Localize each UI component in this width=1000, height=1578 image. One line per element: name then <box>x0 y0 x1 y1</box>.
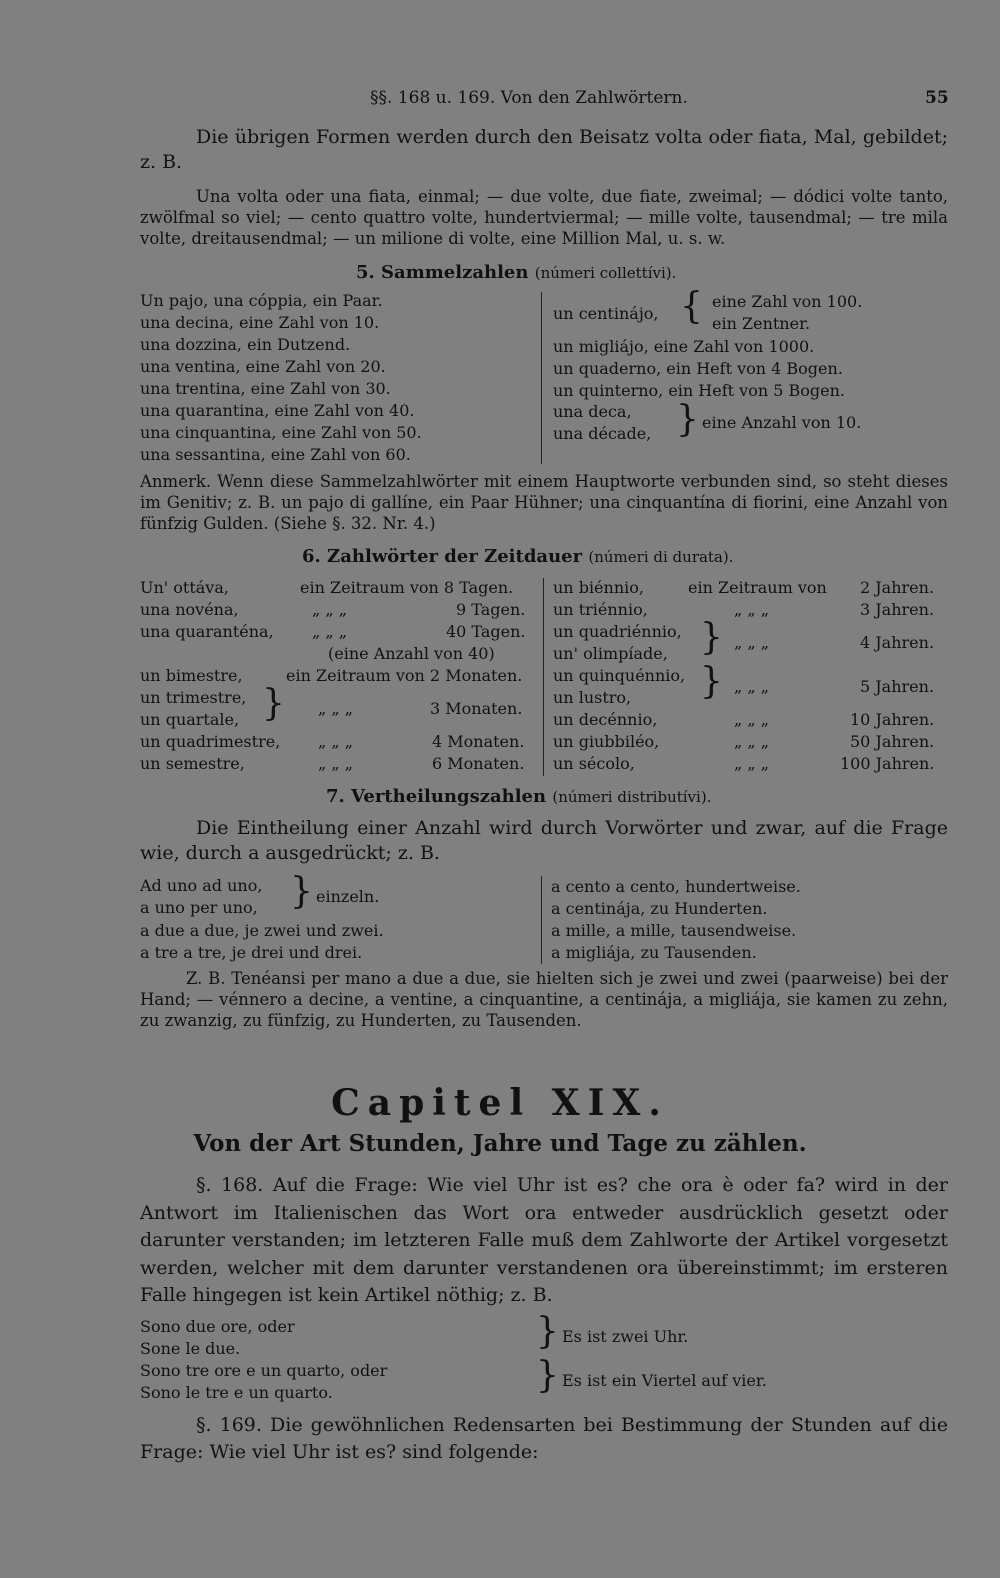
table-row-term: un giubbiléo, <box>553 732 660 751</box>
column-divider <box>541 876 542 964</box>
example-line: Sono due ore, oder <box>140 1317 295 1336</box>
ditto-marks: „ „ „ <box>734 600 770 619</box>
section-7-intro: Die Eintheilung einer Anzahl wird durch Vorwörter und zwar, auf die Frage wie, durch a ausgedrückt; z. B. <box>140 817 948 864</box>
section-7-right-list <box>551 876 801 964</box>
brace: } <box>290 871 313 912</box>
deca-meaning: eine Anzahl von 10. <box>702 413 862 432</box>
list-item: una quarantina, eine Zahl von 40. <box>140 401 415 420</box>
list-item: una trentina, eine Zahl von 30. <box>140 379 391 398</box>
brace: } <box>700 661 723 702</box>
paragraph-168: §. 168. Auf die Frage: Wie viel Uhr ist es? che ora è oder fa? wird in der Antwort im Italienischen das Wort ora entweder ausdrücklich gesetzt oder darunter verstanden; im letzteren Falle muß dem Zahlworte der Artikel vorgesetzt werden, welcher mit dem darunter verstandenen ora übereinstimmt; im ersteren Falle hingegen ist kein Artikel nöthig; z. B. <box>140 1174 948 1306</box>
list-item: una sessantina, eine Zahl von 60. <box>140 445 411 464</box>
list-item: Un pajo, una cóppia, ein Paar. <box>140 291 383 310</box>
table-row-term: un sécolo, <box>553 754 635 773</box>
chapter-title: Capitel XIX. <box>331 1082 669 1124</box>
chapter-subtitle: Von der Art Stunden, Jahre und Tage zu zählen. <box>193 1130 807 1157</box>
section-5-heading <box>356 262 676 283</box>
example-line: Sone le due. <box>140 1339 241 1358</box>
section-7-left-list <box>140 920 384 964</box>
ditto-marks: „ „ „ <box>734 677 770 696</box>
example-line: Sono le tre e un quarto. <box>140 1383 333 1402</box>
intro-paragraph: Die übrigen Formen werden durch den Beisatz volta oder fiata, Mal, gebildet; z. B. <box>140 126 948 173</box>
table-row-term: una novéna, <box>140 600 239 619</box>
section-5-title: 5. Sammelzahlen <box>356 262 529 283</box>
brace: } <box>536 1355 559 1396</box>
section-5-latin: (númeri collettívi). <box>534 264 677 282</box>
table-row-num: 2 Jahren. <box>860 578 935 597</box>
list-item: a tre a tre, je drei und drei. <box>140 943 363 962</box>
distrib-meaning: einzeln. <box>316 887 380 906</box>
table-row-term: un lustro, <box>553 688 632 707</box>
ditto-marks: „ „ „ <box>734 710 770 729</box>
list-item: un quinterno, ein Heft von 5 Bogen. <box>553 381 845 400</box>
table-row-term: un semestre, <box>140 754 245 773</box>
table-row-term: un quadrimestre, <box>140 732 281 751</box>
list-item: una decina, eine Zahl von 10. <box>140 313 380 332</box>
section-5-right-list <box>553 336 845 402</box>
table-row-term: un' olimpíade, <box>553 644 668 663</box>
table-row-num: 100 Jahren. <box>840 754 935 773</box>
table-row-meaning: ein Zeitraum von <box>688 578 827 597</box>
paragraph-169: §. 169. Die gewöhnlichen Redensarten bei Bestimmung der Stunden auf die Frage: Wie viel Uhr ist es? sind folgende: <box>140 1414 948 1463</box>
list-item: a migliája, zu Tausenden. <box>551 943 757 962</box>
section-6-heading <box>302 546 734 567</box>
example-line: Sono tre ore e un quarto, oder <box>140 1361 388 1380</box>
brace: } <box>700 617 723 658</box>
table-row-num: 4 Jahren. <box>860 633 935 652</box>
section-6-title: 6. Zahlwörter der Zeitdauer <box>302 546 583 567</box>
section-7-title: 7. Vertheilungszahlen <box>326 786 547 807</box>
table-row-meaning: 3 Monaten. <box>430 699 523 718</box>
table-row-num: 10 Jahren. <box>850 710 935 729</box>
page-number: 55 <box>925 88 949 108</box>
table-row-meaning: 6 Monaten. <box>432 754 525 773</box>
column-divider <box>543 578 544 776</box>
ditto-marks: „ „ „ <box>318 754 354 773</box>
centinajo-meaning-b: ein Zentner. <box>712 314 811 333</box>
table-row-term: un triénnio, <box>553 600 648 619</box>
list-item: un quaderno, ein Heft von 4 Bogen. <box>553 359 843 378</box>
table-row-meaning: 40 Tagen. <box>446 622 526 641</box>
table-row-num: 3 Jahren. <box>860 600 935 619</box>
ditto-marks: „ „ „ <box>734 633 770 652</box>
brace: { <box>680 286 703 327</box>
list-item: un migliájo, eine Zahl von 1000. <box>553 337 815 356</box>
example-meaning: Es ist ein Viertel auf vier. <box>562 1371 767 1390</box>
list-item: una dozzina, ein Dutzend. <box>140 335 351 354</box>
section-5-left-list <box>140 290 422 466</box>
table-row-meaning: ein Zeitraum von 2 Monaten. <box>286 666 523 685</box>
brace: } <box>676 399 699 440</box>
section-7-example: Z. B. Tenéansi per mano a due a due, sie hielten sich je zwei und zwei (paarweise) bei der Hand; — vénnero a decine, a ventine, a cinquantine, a centinája, a migliája, sie kamen zu zehn, zu zwanzig, zu fünfzig, zu Hunderten, zu Tausenden. <box>140 969 948 1030</box>
list-item: una cinquantina, eine Zahl von 50. <box>140 423 422 442</box>
table-row-num: 5 Jahren. <box>860 677 935 696</box>
ditto-marks: „ „ „ <box>312 622 348 641</box>
section-6-latin: (númeri di durata). <box>588 548 734 566</box>
table-row-meaning: ein Zeitraum von 8 Tagen. <box>300 578 514 597</box>
table-row-term: un quinquénnio, <box>553 666 686 685</box>
ditto-marks: „ „ „ <box>734 732 770 751</box>
table-row-term: un quartale, <box>140 710 240 729</box>
running-header: §§. 168 u. 169. Von den Zahlwörtern. <box>370 88 688 108</box>
brace: } <box>262 683 285 724</box>
table-row-term: una quaranténa, <box>140 622 274 641</box>
distrib-term: a uno per uno, <box>140 898 258 917</box>
ditto-marks: „ „ „ <box>734 754 770 773</box>
centinajo-term: un centinájo, <box>553 304 659 323</box>
section-5-note: Anmerk. Wenn diese Sammelzahlwörter mit einem Hauptworte verbunden sind, so steht dieses im Genitiv; z. B. un pajo di gallíne, ein Paar Hühner; una cinquantína di fiorini, eine Anzahl von fünfzig Gulden. (Siehe §. 32. Nr. 4.) <box>140 472 948 533</box>
table-row-num: 50 Jahren. <box>850 732 935 751</box>
table-row-term: un quadriénnio, <box>553 622 682 641</box>
ditto-marks: „ „ „ <box>318 699 354 718</box>
example-1 <box>140 1316 295 1360</box>
section-7-latin: (númeri distributívi). <box>552 788 712 806</box>
decade-term: una décade, <box>553 424 652 443</box>
section-7-heading <box>326 786 711 807</box>
table-row-term: un trimestre, <box>140 688 247 707</box>
table-row-term: un biénnio, <box>553 578 644 597</box>
list-item: una ventina, eine Zahl von 20. <box>140 357 386 376</box>
table-row-term: Un' ottáva, <box>140 578 229 597</box>
table-row-paren: (eine Anzahl von 40) <box>328 644 495 663</box>
table-row-term: un bimestre, <box>140 666 243 685</box>
example-meaning: Es ist zwei Uhr. <box>562 1327 689 1346</box>
list-item: a cento a cento, hundertweise. <box>551 877 801 896</box>
ditto-marks: „ „ „ <box>318 732 354 751</box>
table-row-term: un decénnio, <box>553 710 658 729</box>
list-item: a centinája, zu Hunderten. <box>551 899 768 918</box>
list-item: a due a due, je zwei und zwei. <box>140 921 384 940</box>
intro-examples: Una volta oder una fiata, einmal; — due volte, due fiate, zweimal; — dódici volte tanto, zwölfmal so viel; — cento quattro volte, hundertviermal; — mille volte, tausendmal; — tre mila volte, dreitausendmal; — un milione di volte, eine Million Mal, u. s. w. <box>140 187 948 248</box>
table-row-meaning: 4 Monaten. <box>432 732 525 751</box>
distrib-term: Ad uno ad uno, <box>140 876 263 895</box>
centinajo-meaning-a: eine Zahl von 100. <box>712 292 863 311</box>
example-2 <box>140 1360 387 1404</box>
brace: } <box>536 1311 559 1352</box>
column-divider <box>541 292 542 464</box>
deca-term: una deca, <box>553 402 632 421</box>
ditto-marks: „ „ „ <box>312 600 348 619</box>
table-row-meaning: 9 Tagen. <box>456 600 526 619</box>
list-item: a mille, a mille, tausendweise. <box>551 921 797 940</box>
